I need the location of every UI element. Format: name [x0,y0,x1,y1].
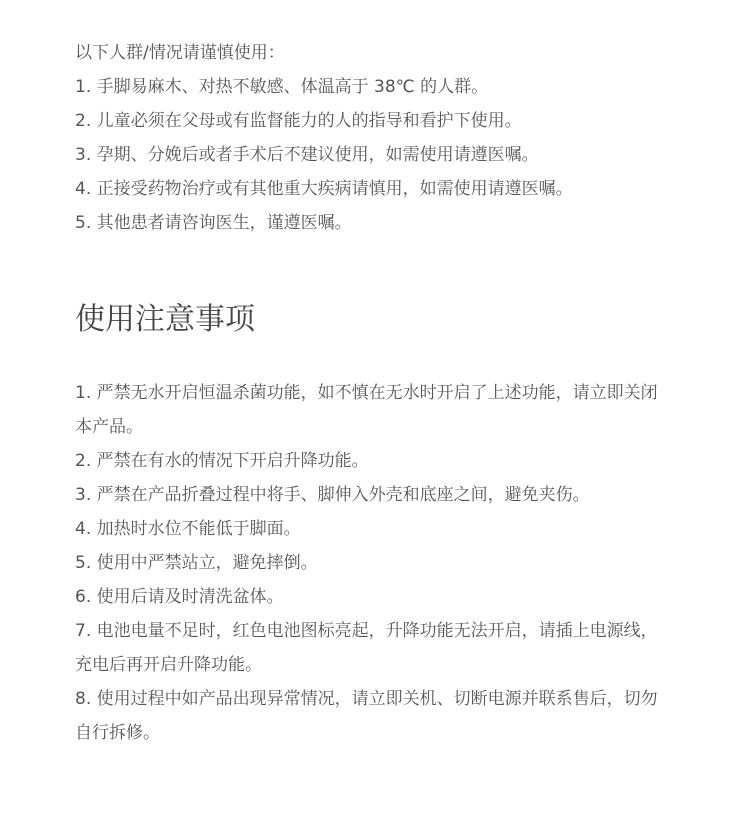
caution-item: 5. 其他患者请咨询医生，谨遵医嘱。 [75,213,352,233]
caution-item: 1. 手脚易麻木、对热不敏感、体温高于 38℃ 的人群。 [75,77,489,97]
usage-notes-title: 使用注意事项 [75,302,255,337]
usage-note-item: 4. 加热时水位不能低于脚面。 [75,519,301,539]
usage-notes-section [75,376,665,750]
caution-heading: 以下人群/情况请谨慎使用： [75,43,285,63]
usage-note-item: 8. 使用过程中如产品出现异常情况，请立即关机、切断电源并联系售后，切勿自行拆修。 [75,689,658,743]
usage-note-item: 6. 使用后请及时清洗盆体。 [75,587,284,607]
usage-note-item: 2. 严禁在有水的情况下开启升降功能。 [75,451,369,471]
usage-note-item: 1. 严禁无水开启恒温杀菌功能，如不慎在无水时开启了上述功能，请立即关闭本产品。 [75,383,658,437]
usage-note-item: 7. 电池电量不足时，红色电池图标亮起，升降功能无法开启，请插上电源线，充电后再开启升降功能。 [75,621,658,675]
usage-note-item: 3. 严禁在产品折叠过程中将手、脚伸入外壳和底座之间，避免夹伤。 [75,485,590,505]
caution-section [75,36,675,240]
caution-item: 3. 孕期、分娩后或者手术后不建议使用，如需使用请遵医嘱。 [75,145,539,165]
caution-list [75,70,675,240]
usage-note-item: 5. 使用中严禁站立，避免摔倒。 [75,553,318,573]
usage-notes-list [75,376,665,750]
caution-item: 2. 儿童必须在父母或有监督能力的人的指导和看护下使用。 [75,111,522,131]
caution-item: 4. 正接受药物治疗或有其他重大疾病请慎用，如需使用请遵医嘱。 [75,179,573,199]
